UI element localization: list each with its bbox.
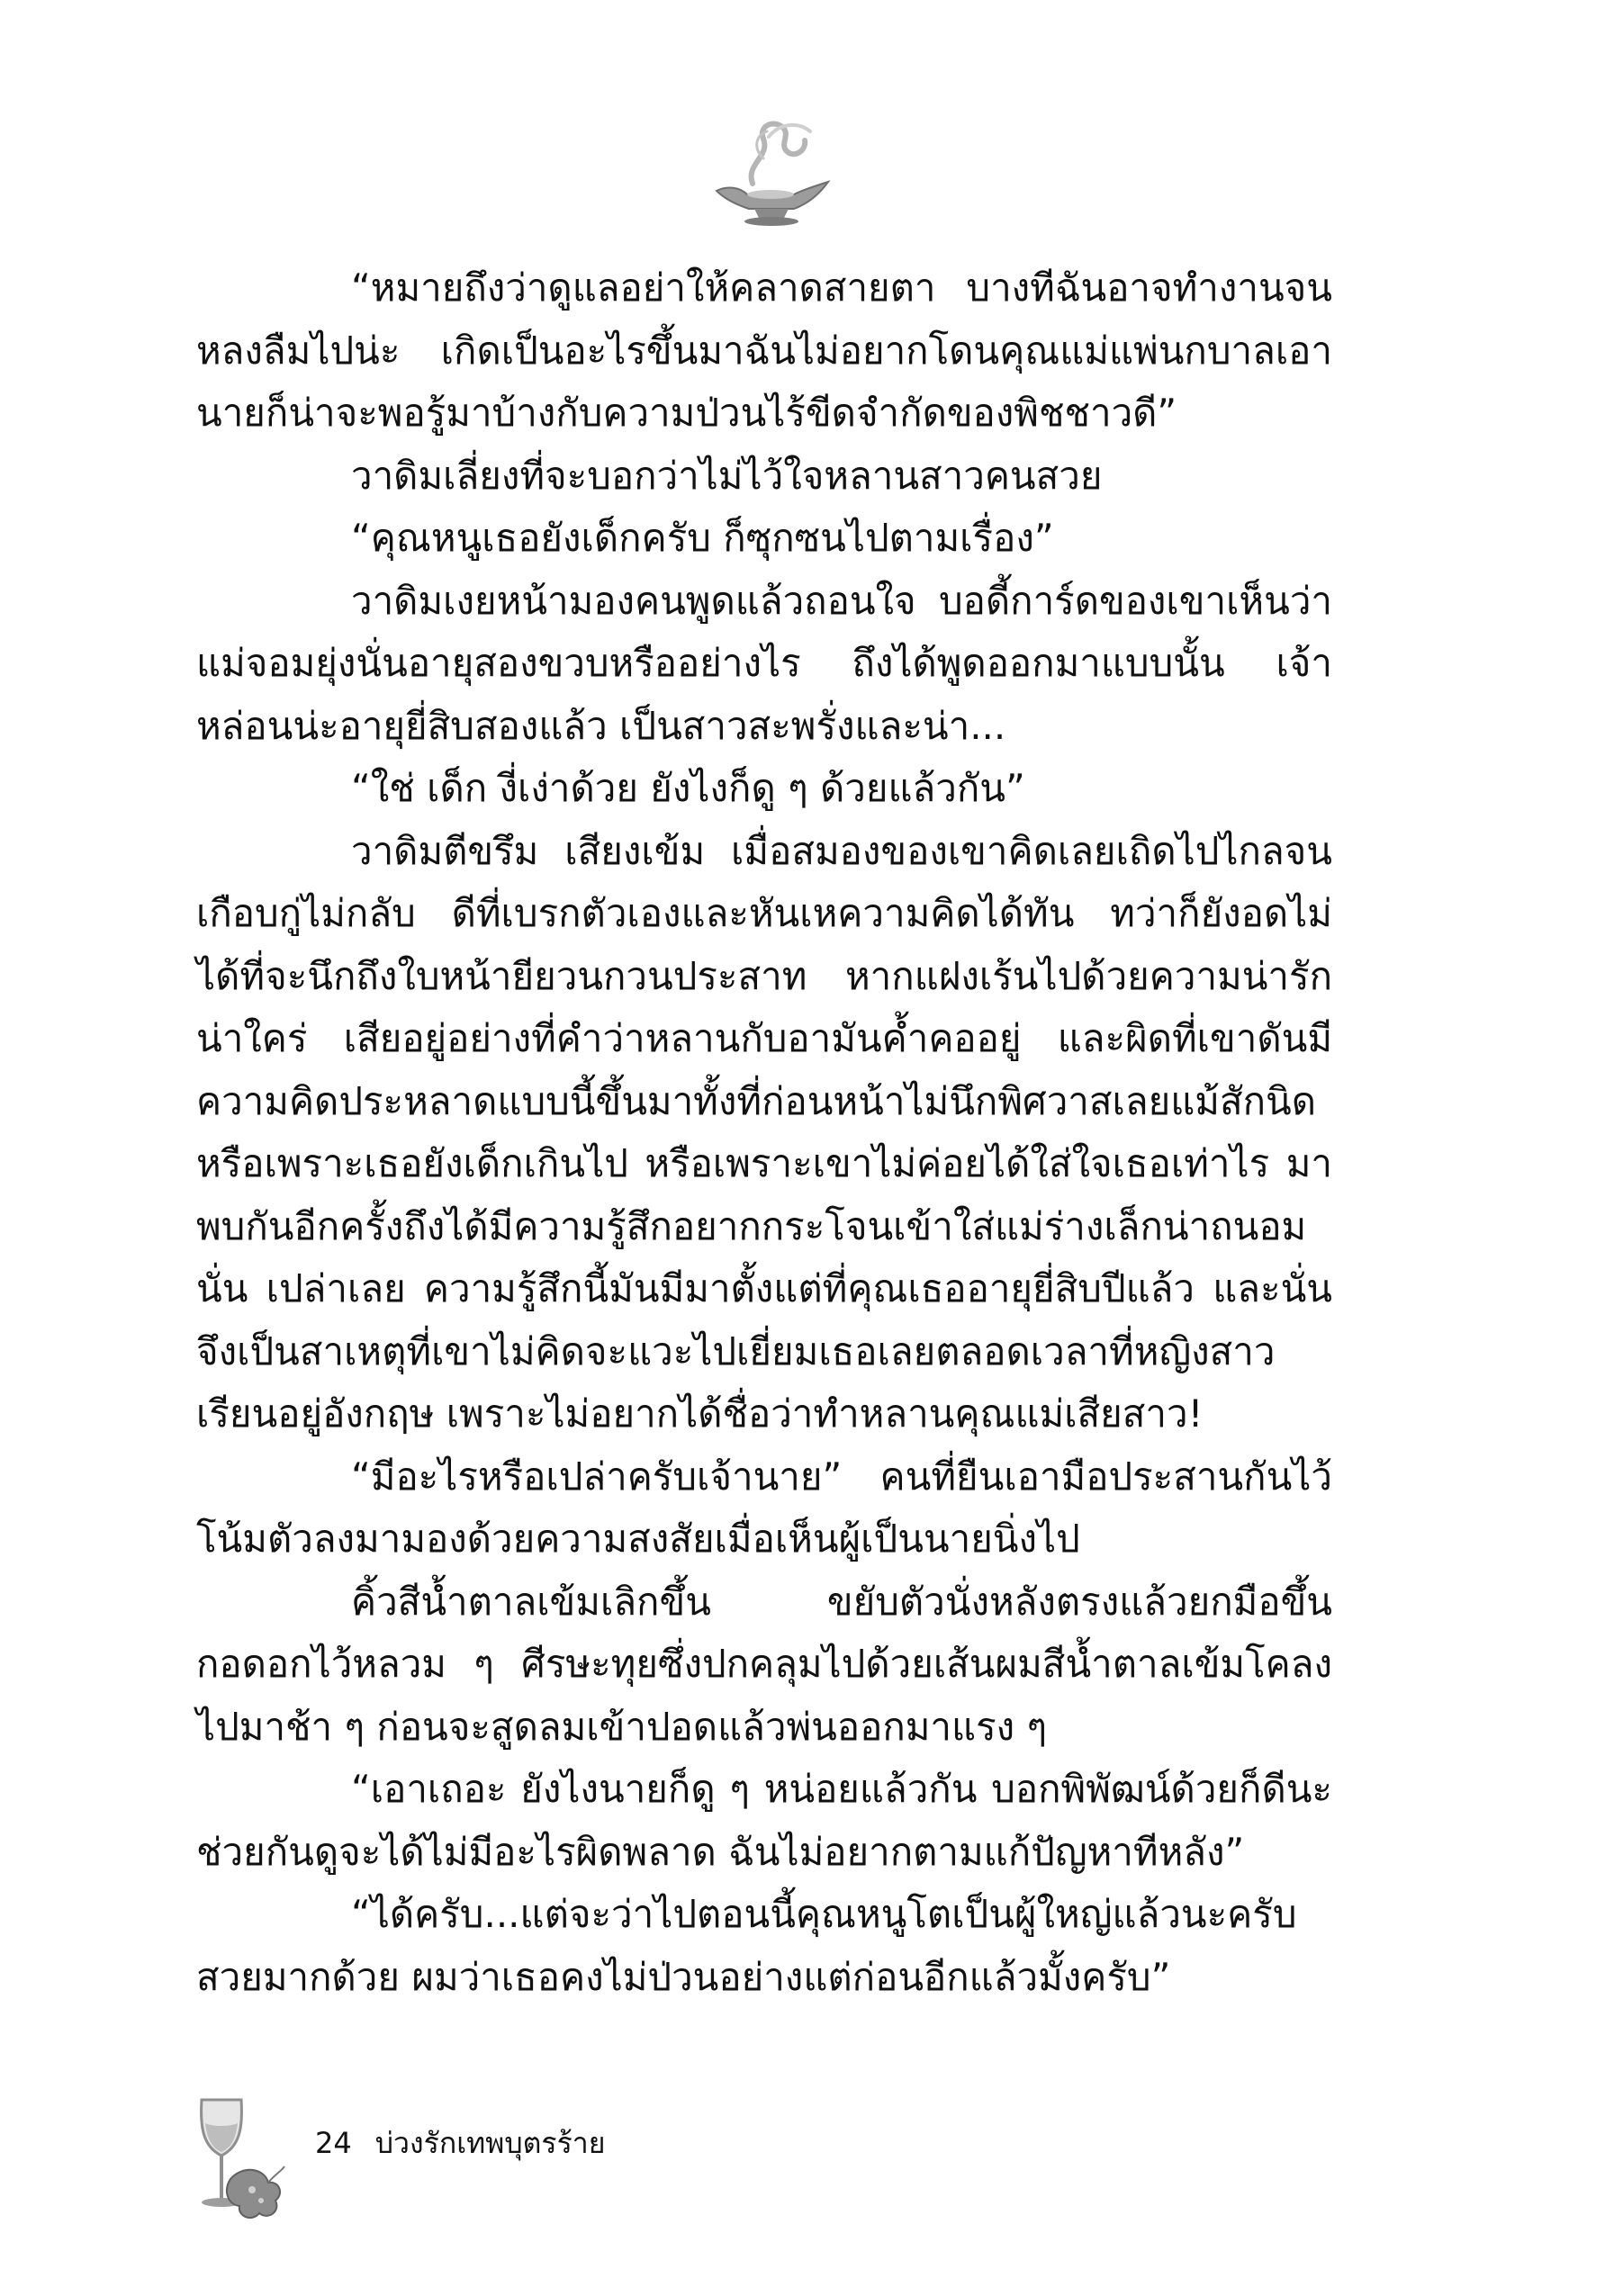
paragraph: คิ้วสีน้ำตาลเข้มเลิกขึ้น ขยับตัวนั่งหลังตรงแล้วยกมือขึ้นกอดอกไว้หลวม ๆ ศีรษะทุยซึ่งปกคลุมไปด้วยเส้นผมสีน้ำตาลเข้มโคลงไปมาช้า ๆ ก่อนจะสูดลมเข้าปอดแล้วพ่นออกมาแรง ๆ: [196, 1579, 1332, 1749]
paragraph: “มีอะไรหรือเปล่าครับเจ้านาย” คนที่ยืนเอามือประสานกันไว้โน้มตัวลงมามองด้วยความสงสัยเมื่อเห็นผู้เป็นนายนิ่งไป: [196, 1454, 1332, 1561]
page-number: 24: [315, 2126, 352, 2160]
paragraph: วาดิมเลี่ยงที่จะบอกว่าไม่ไว้ใจหลานสาวคนสวย: [351, 453, 1103, 498]
page-footer: [189, 2093, 819, 2228]
paragraph: “ใช่ เด็ก งี่เง่าด้วย ยังไงก็ดู ๆ ด้วยแล้วกัน”: [351, 766, 1025, 810]
footer-text: [315, 2125, 606, 2161]
wine-glass-grape-icon: [189, 2093, 288, 2228]
genie-lamp-icon: [700, 101, 835, 236]
body-text: [196, 257, 1332, 2008]
running-title: บ่วงรักเทพบุตรร้าย: [374, 2126, 606, 2160]
paragraph: “ได้ครับ...แต่จะว่าไปตอนนี้คุณหนูโตเป็นผู้ใหญ่แล้วนะครับ สวยมากด้วย ผมว่าเธอคงไม่ป่วนอย่างแต่ก่อนอีกแล้วมั้งครับ”: [196, 1892, 1297, 1999]
paragraph: วาดิมตีขรึม เสียงเข้ม เมื่อสมองของเขาคิดเลยเถิดไปไกลจนเกือบกู่ไม่กลับ ดีที่เบรกตัวเองและหันเหความคิดได้ทัน ทว่าก็ยังอดไม่ได้ที่จะนึกถึงใบหน้ายียวนกวนประสาท หากแฝงเร้นไปด้วยความน่ารักน่าใคร่ เสียอยู่อย่างที่คำว่าหลานกับอามันค้ำคออยู่ และผิดที่เขาดันมีความคิดประหลาดแบบนี้ขึ้นมาทั้งที่ก่อนหน้าไม่นึกพิศวาสเลยแม้สักนิด หรือเพราะเธอยังเด็กเกินไป หรือเพราะเขาไม่ค่อยได้ใส่ใจเธอเท่าไร มาพบกันอีกครั้งถึงได้มีความรู้สึกอยากกระโจนเข้าใส่แม่ร่างเล็กน่าถนอมนั่น เปล่าเลย ความรู้สึกนี้มันมีมาตั้งแต่ที่คุณเธออายุยี่สิบปีแล้ว และนั่นจึงเป็นสาเหตุที่เขาไม่คิดจะแวะไปเยี่ยมเธอเลยตลอดเวลาที่หญิงสาวเรียนอยู่อังกฤษ เพราะไม่อยากได้ชื่อว่าทำหลานคุณแม่เสียสาว!: [196, 828, 1332, 1436]
paragraph: วาดิมเงยหน้ามองคนพูดแล้วถอนใจ บอดี้การ์ดของเขาเห็นว่าแม่จอมยุ่งนั่นอายุสองขวบหรืออย่างไร ถึงได้พูดออกมาแบบนั้น เจ้าหล่อนน่ะอายุยี่สิบสองแล้ว เป็นสาวสะพรั่งและน่า...: [196, 578, 1332, 748]
paragraph: “เอาเถอะ ยังไงนายก็ดู ๆ หน่อยแล้วกัน บอกพิพัฒน์ด้วยก็ดีนะ ช่วยกันดูจะได้ไม่มีอะไรผิดพลาด ฉันไม่อยากตามแก้ปัญหาทีหลัง”: [196, 1767, 1332, 1874]
paragraph: “หมายถึงว่าดูแลอย่าให้คลาดสายตา บางทีฉันอาจทำงานจนหลงลืมไปน่ะ เกิดเป็นอะไรขึ้นมาฉันไม่อยากโดนคุณแม่แพ่นกบาลเอา นายก็น่าจะพอรู้มาบ้างกับความป่วนไร้ขีดจำกัดของพิชชาวดี”: [196, 266, 1332, 435]
paragraph: “คุณหนูเธอยังเด็กครับ ก็ซุกซนไปตามเรื่อง”: [351, 516, 1054, 560]
